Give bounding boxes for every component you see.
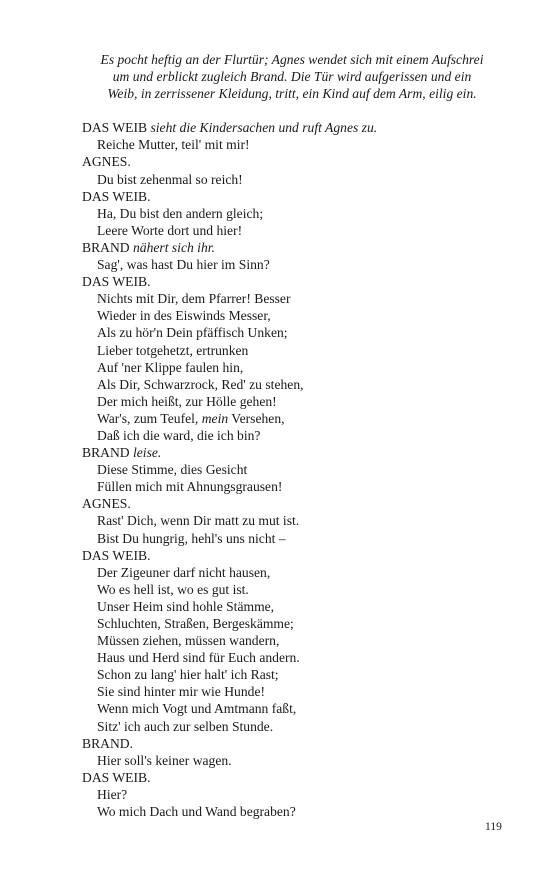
speaker-line	[82, 444, 512, 461]
verse-line	[82, 410, 512, 427]
verse-line: Reiche Mutter, teil' mit mir!	[97, 137, 250, 153]
verse-line: Wo es hell ist, wo es gut ist.	[97, 581, 249, 597]
verse-line: Ha, Du bist den andern gleich;	[97, 205, 264, 221]
verse-text: Versehen,	[228, 410, 285, 426]
speaker-name: DAS WEIB.	[82, 188, 151, 204]
speaker-line	[82, 119, 512, 136]
speaker-direction: sieht die Kindersachen und ruft Agnes zu.	[147, 120, 378, 136]
verse-line: Auf 'ner Klippe faulen hin,	[97, 359, 244, 375]
verse-line: Unser Heim sind hohle Stämme,	[97, 598, 275, 614]
speaker-name: DAS WEIB.	[82, 547, 151, 563]
speaker-name: BRAND.	[82, 735, 133, 751]
verse-line: Schon zu lang' hier halt' ich Rast;	[97, 667, 279, 683]
verse-line: Wo mich Dach und Wand begraben?	[97, 804, 296, 820]
speaker-name: DAS WEIB.	[82, 769, 151, 785]
stage-direction-line: um und erblickt zugleich Brand. Die Tür wird aufgerissen und ein	[112, 69, 472, 85]
speaker-name: BRAND	[82, 239, 130, 255]
verse-line: Sag', was hast Du hier im Sinn?	[97, 257, 270, 273]
verse-line: Der mich heißt, zur Hölle gehen!	[97, 393, 277, 409]
verse-line: Müssen ziehen, müssen wandern,	[97, 633, 280, 649]
speaker-name: AGNES.	[82, 496, 131, 512]
speaker-name: BRAND	[82, 445, 130, 461]
verse-line: Du bist zehenmal so reich!	[97, 171, 243, 187]
verse-line: Rast' Dich, wenn Dir matt zu mut ist.	[97, 513, 300, 529]
verse-line: Wenn mich Vogt und Amtmann faßt,	[97, 701, 297, 717]
verse-line: Sitz' ich auch zur selben Stunde.	[97, 718, 274, 734]
stage-direction-line: Es pocht heftig an der Flurtür; Agnes wendet sich mit einem Aufschrei	[100, 52, 484, 67]
verse-line: Lieber totgehetzt, ertrunken	[97, 342, 249, 358]
verse-text: War's, zum Teufel,	[97, 410, 202, 426]
verse-line: Hier?	[97, 786, 128, 802]
verse-line: Haus und Herd sind für Euch andern.	[97, 650, 300, 666]
page-text	[82, 51, 512, 820]
speaker-direction: nähert sich ihr.	[129, 239, 215, 255]
verse-line: Schluchten, Straßen, Bergeskämme;	[97, 616, 294, 631]
verse-line: Leere Worte dort und hier!	[97, 222, 243, 238]
speaker-line	[82, 239, 512, 256]
verse-line: Wieder in des Eiswinds Messer,	[97, 308, 271, 324]
verse-line: Hier soll's keiner wagen.	[97, 752, 232, 768]
speaker-name: DAS WEIB.	[82, 274, 151, 290]
verse-line: Sie sind hinter mir wie Hunde!	[97, 684, 266, 700]
stage-direction-line: Weib, in zerrissener Kleidung, tritt, ein Kind auf dem Arm, eilig ein.	[107, 86, 477, 102]
emphasis: mein	[201, 410, 229, 426]
speaker-name: AGNES.	[82, 154, 131, 170]
speaker-name: DAS WEIB	[82, 120, 148, 136]
page-number: 119	[485, 821, 502, 833]
verse-line: Diese Stimme, dies Gesicht	[97, 462, 248, 478]
verse-line: Bist Du hungrig, hehl's uns nicht –	[97, 530, 286, 546]
verse-line: Als zu hör'n Dein pfäffisch Unken;	[97, 325, 288, 341]
verse-line: Nichts mit Dir, dem Pfarrer! Besser	[97, 291, 291, 307]
dialogue	[82, 119, 512, 820]
speaker-direction: leise.	[129, 445, 162, 461]
opening-stage-direction	[82, 51, 502, 102]
verse-line: Füllen mich mit Ahnungsgrausen!	[97, 479, 283, 495]
verse-line: Daß ich die ward, die ich bin?	[97, 427, 261, 443]
verse-line: Der Zigeuner darf nicht hausen,	[97, 564, 271, 580]
verse-line: Als Dir, Schwarzrock, Red' zu stehen,	[97, 376, 304, 392]
